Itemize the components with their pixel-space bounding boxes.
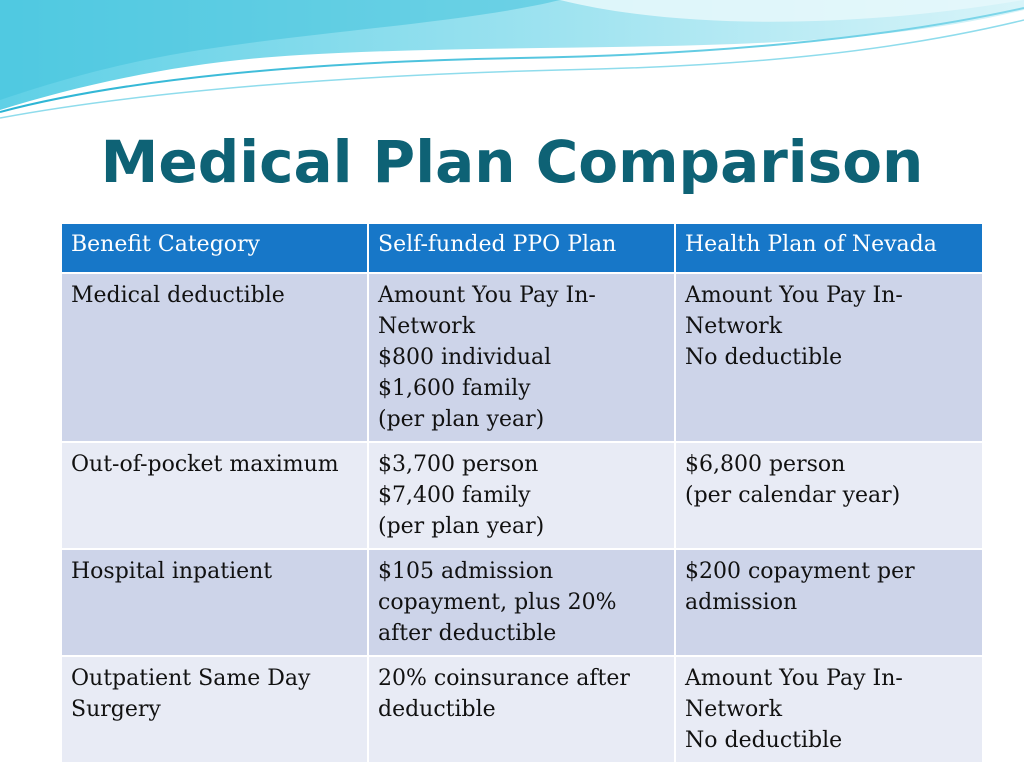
row-hpn-value	[675, 656, 983, 763]
header-health-plan-nevada: Health Plan of Nevada	[675, 223, 983, 273]
decorative-wave-header	[0, 0, 1024, 140]
table-row	[61, 273, 983, 442]
cell-line: Network	[378, 314, 476, 339]
row-ppo-value	[368, 442, 675, 549]
row-ppo-value	[368, 549, 675, 656]
cell-line: (per calendar year)	[685, 483, 901, 508]
cell-line: copayment, plus 20%	[378, 590, 617, 615]
plan-comparison-table	[60, 222, 984, 764]
cell-line: Hospital inpatient	[71, 559, 273, 584]
table-row	[61, 549, 983, 656]
cell-line: admission	[685, 590, 798, 615]
row-category	[61, 656, 368, 763]
cell-line: Out-of-pocket maximum	[71, 452, 339, 477]
header-benefit-category: Benefit Category	[61, 223, 368, 273]
cell-line: 20% coinsurance after	[378, 666, 630, 691]
row-category	[61, 549, 368, 656]
cell-line: Network	[685, 697, 783, 722]
cell-line: deductible	[378, 697, 496, 722]
cell-line: Amount You Pay In-	[685, 283, 903, 308]
row-category	[61, 273, 368, 442]
cell-line: Network	[685, 314, 783, 339]
cell-line: Outpatient Same Day	[71, 666, 311, 691]
row-ppo-value	[368, 273, 675, 442]
cell-line: No deductible	[685, 728, 843, 753]
cell-line: Medical deductible	[71, 283, 285, 308]
cell-line: (per plan year)	[378, 514, 545, 539]
table-header-row	[61, 223, 983, 273]
cell-line: $800 individual	[378, 345, 552, 370]
table-row	[61, 442, 983, 549]
cell-line: $3,700 person	[378, 452, 539, 477]
cell-line: Amount You Pay In-	[378, 283, 596, 308]
cell-line: $7,400 family	[378, 483, 531, 508]
cell-line: $200 copayment per	[685, 559, 915, 584]
row-ppo-value	[368, 656, 675, 763]
row-hpn-value	[675, 273, 983, 442]
cell-line: $6,800 person	[685, 452, 846, 477]
row-hpn-value	[675, 549, 983, 656]
row-hpn-value	[675, 442, 983, 549]
cell-line: after deductible	[378, 621, 557, 646]
cell-line: Surgery	[71, 697, 161, 722]
row-category	[61, 442, 368, 549]
cell-line: No deductible	[685, 345, 843, 370]
cell-line: (per plan year)	[378, 407, 545, 432]
header-ppo-plan: Self-funded PPO Plan	[368, 223, 675, 273]
page-title: Medical Plan Comparison	[100, 128, 924, 196]
table-row	[61, 656, 983, 763]
cell-line: $105 admission	[378, 559, 554, 584]
cell-line: $1,600 family	[378, 376, 531, 401]
cell-line: Amount You Pay In-	[685, 666, 903, 691]
